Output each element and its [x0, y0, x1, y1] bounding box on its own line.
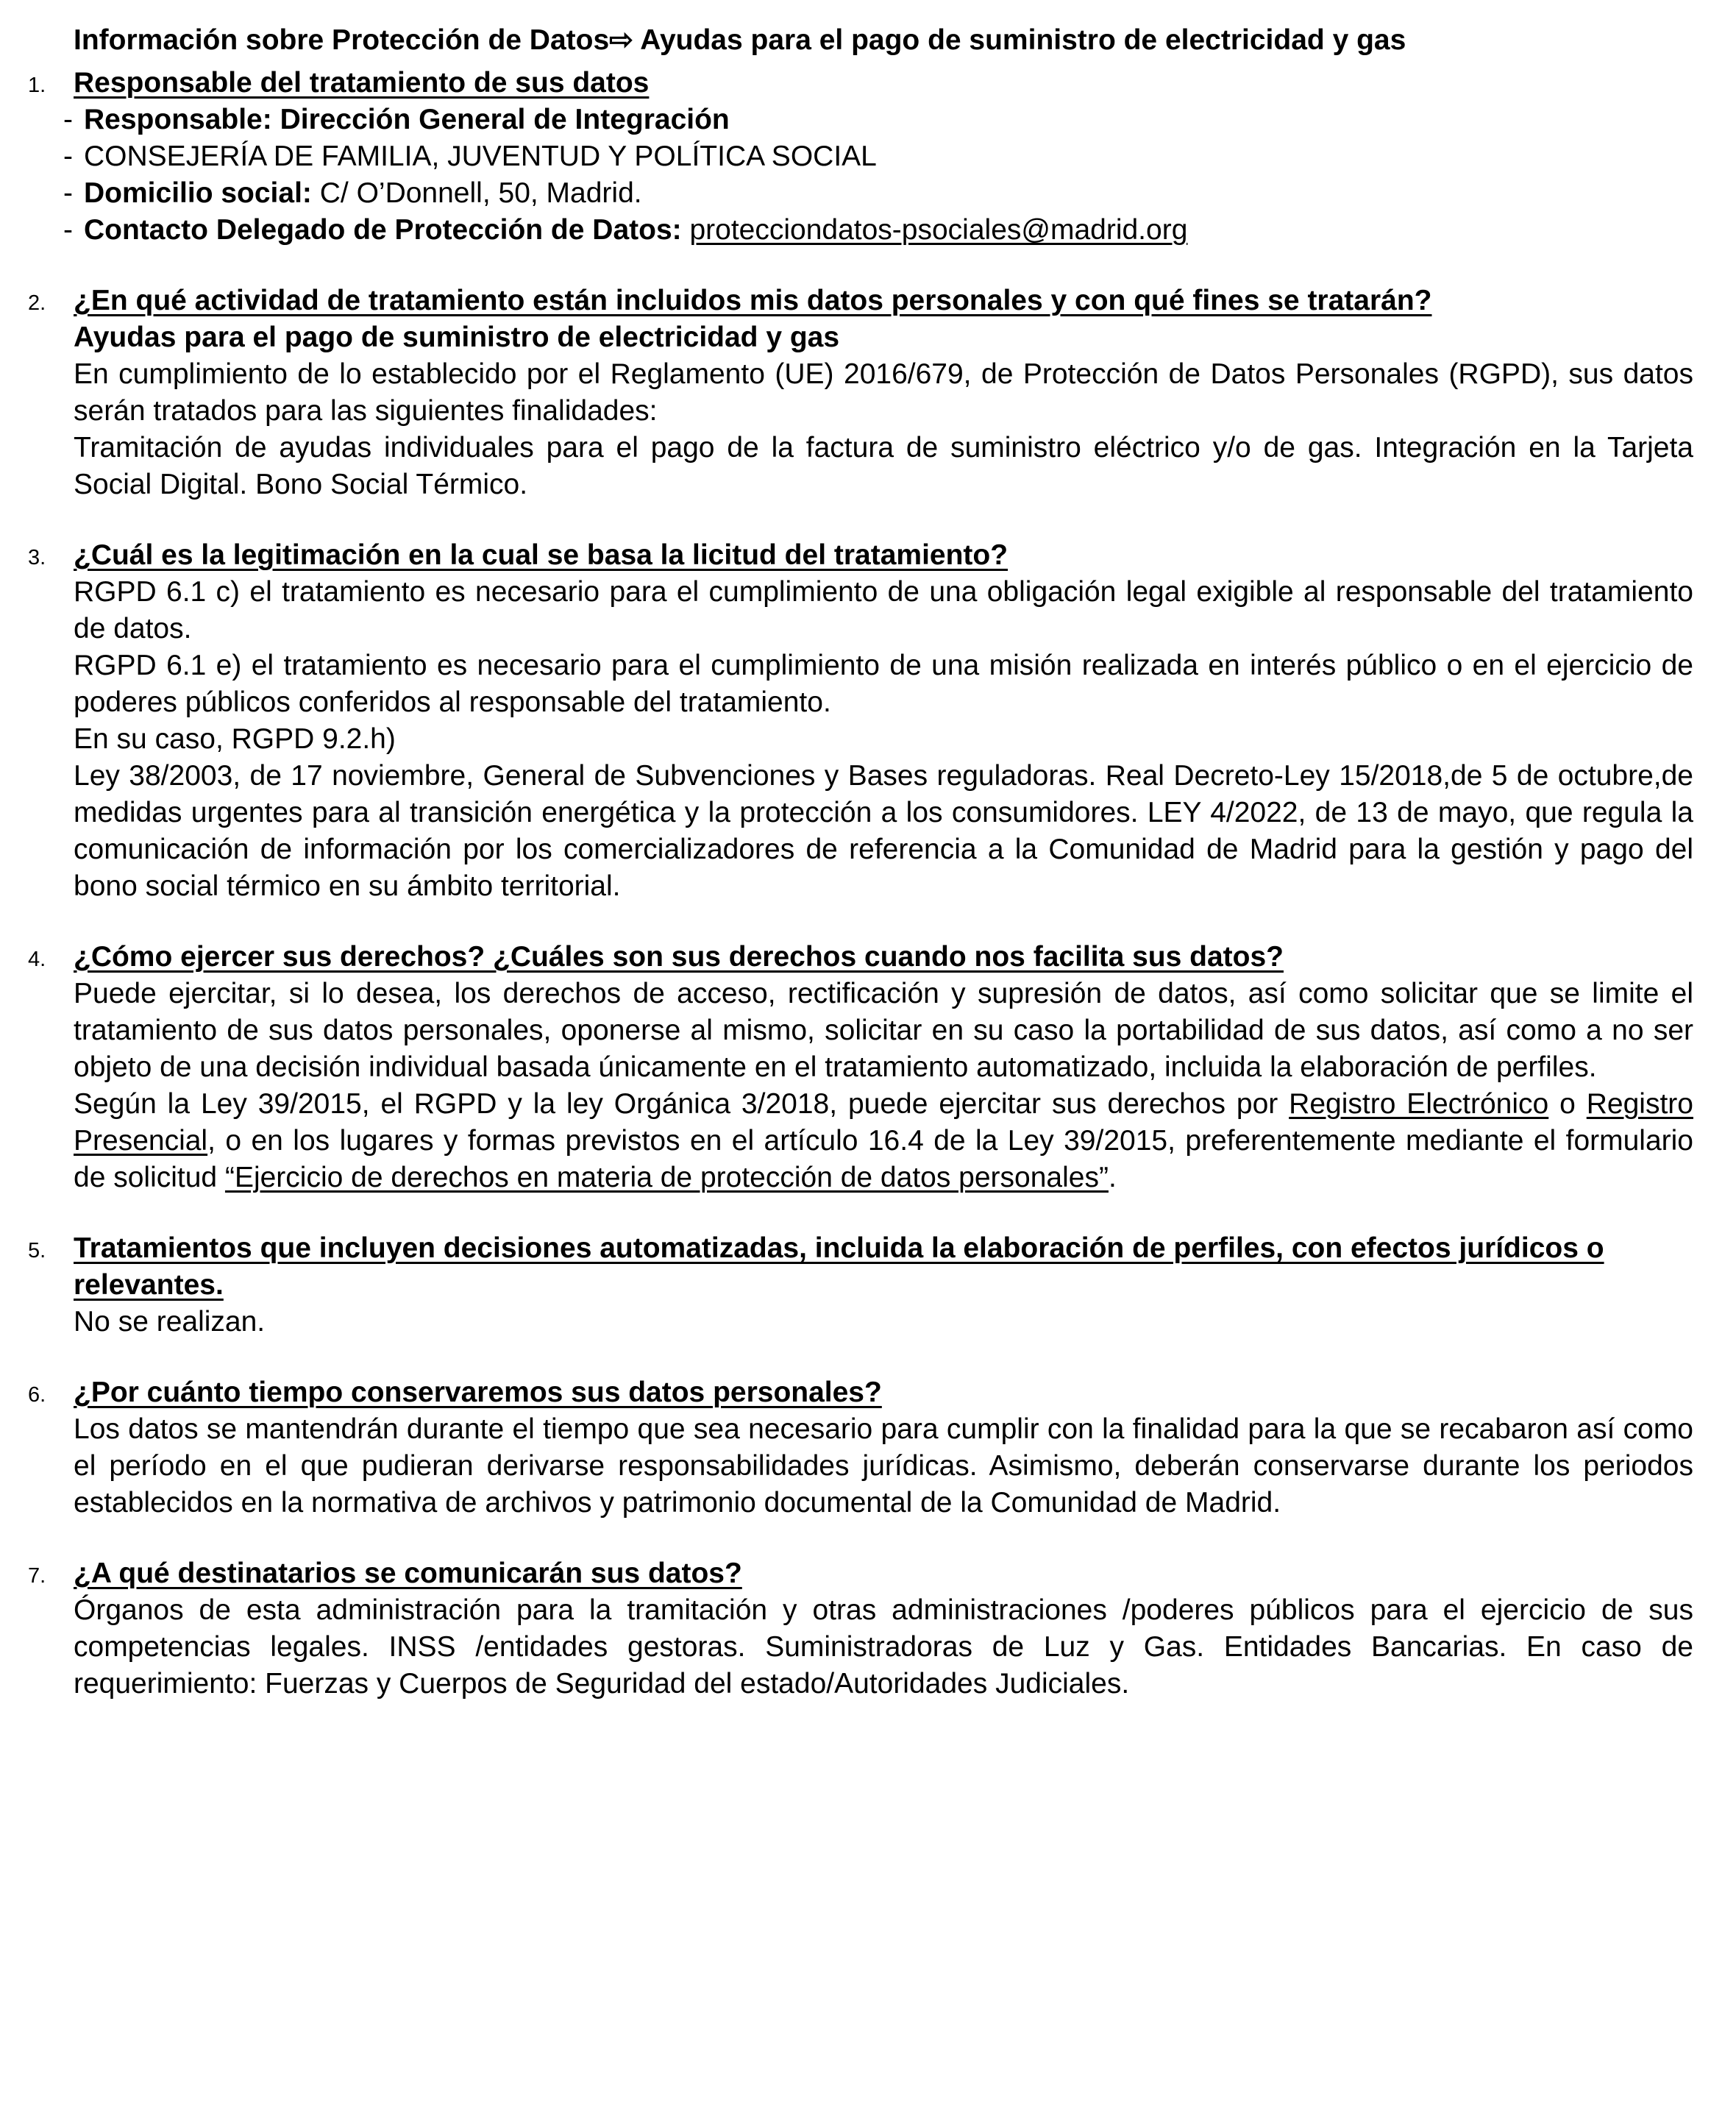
paragraph: En cumplimiento de lo establecido por el Reglamento (UE) 2016/679, de Protección de Datos Personales (RGPD), sus datos serán tratados para las siguientes finalidades: — [74, 358, 1693, 427]
section-responsable — [28, 65, 1693, 249]
paragraph: Órganos de esta administración para la tramitación y otras administraciones /poderes públicos para el ejercicio de sus competencias legales. INSS /entidades gestoras. Suministradoras de Luz y Gas. Entidades Bancarias. En caso de requerimiento: Fuerzas y Cuerpos de Seguridad del estado/Autoridades Judiciales. — [74, 1594, 1693, 1700]
section-number: 5. — [28, 1239, 46, 1263]
section-number: 6. — [28, 1383, 46, 1407]
dash-bullet: - — [63, 214, 73, 246]
paragraph: Ley 38/2003, de 17 noviembre, General de Subvenciones y Bases reguladoras. Real Decreto-Ley 15/2018,de 5 de octubre,de medidas urgentes para al transición energética y la protección a los consumidores. LEY 4/2022, de 13 de mayo, que regula la comunicación de información por los comercializadores de referencia a la Comunidad de Madrid para la gestión y pago del bono social térmico en su ámbito territorial. — [74, 760, 1693, 902]
paragraph-text: . — [1108, 1162, 1117, 1193]
dash-bullet: - — [63, 177, 73, 209]
dash-bullet: - — [63, 141, 73, 172]
title-text-2: Ayudas para el pago de suministro de electricidad y gas — [633, 24, 1406, 56]
section-heading: Responsable del tratamiento de sus datos — [74, 67, 650, 99]
section-legitimacion — [28, 537, 1693, 905]
section-conservacion-datos — [28, 1374, 1693, 1521]
section-ejercer-derechos — [28, 939, 1693, 1196]
paragraph: RGPD 6.1 c) el tratamiento es necesario para el cumplimiento de una obligación legal exigible al responsable del tratamiento de datos. — [74, 576, 1693, 644]
section-heading: ¿A qué destinatarios se comunicarán sus datos? — [74, 1558, 742, 1589]
section-content — [74, 939, 1693, 1196]
dash-bullet: - — [63, 104, 73, 135]
section-content — [74, 1230, 1693, 1340]
link-registro-electronico[interactable]: Registro Electrónico — [1289, 1088, 1549, 1120]
item-text — [84, 102, 1693, 138]
section-heading: Tratamientos que incluyen decisiones automatizadas, incluida la elaboración de perfiles, con efectos jurídicos o relevantes. — [74, 1232, 1604, 1301]
section-content — [74, 1555, 1693, 1702]
item-plain: C/ O’Donnell, 50, Madrid. — [311, 177, 642, 209]
section-heading: ¿En qué actividad de tratamiento están incluidos mis datos personales y con qué fines se tratarán? — [74, 285, 1432, 316]
item-bold: Responsable: Dirección General de Integración — [84, 104, 730, 135]
paragraph: No se realizan. — [74, 1306, 266, 1338]
item-plain: CONSEJERÍA DE FAMILIA, JUVENTUD Y POLÍTICA SOCIAL — [84, 141, 877, 172]
section-subheading: Ayudas para el pago de suministro de electricidad y gas — [74, 322, 840, 353]
section-heading: ¿Cómo ejercer sus derechos? ¿Cuáles son sus derechos cuando nos facilita sus datos? — [74, 941, 1284, 973]
section-number: 2. — [28, 291, 46, 315]
paragraph-text: Según la Ley 39/2015, el RGPD y la ley Orgánica 3/2018, puede ejercitar sus derechos por — [74, 1088, 1289, 1120]
list-item — [63, 138, 1693, 175]
title-text: Información sobre Protección de Datos — [74, 24, 610, 56]
document-title — [74, 22, 1693, 59]
section-number: 4. — [28, 948, 46, 971]
section-number: 1. — [28, 74, 46, 97]
paragraph-text: , o en los lugares y formas previstos en el artículo 16.4 de la Ley 39/2015, preferentemente mediante el formulario de solicitud — [74, 1125, 1693, 1193]
arrow-right-icon: ⇨ — [609, 24, 633, 56]
paragraph: Tramitación de ayudas individuales para el pago de la factura de suministro eléctrico y/o de gas. Integración en la Tarjeta Social Digital. Bono Social Térmico. — [74, 432, 1693, 500]
section-content — [74, 283, 1693, 503]
item-text — [84, 138, 1693, 175]
item-text — [84, 175, 1693, 212]
section-number: 7. — [28, 1564, 46, 1588]
link-registro-presencial[interactable]: Registro Presencial — [74, 1088, 1693, 1157]
email-link[interactable]: protecciondatos-psociales@madrid.org — [689, 214, 1188, 246]
section-content — [74, 537, 1693, 905]
list-item — [63, 212, 1693, 249]
link-ejercicio-derechos[interactable]: “Ejercicio de derechos en materia de protección de datos personales” — [224, 1162, 1109, 1193]
item-bold: Domicilio social: — [84, 177, 312, 209]
paragraph: En su caso, RGPD 9.2.h) — [74, 723, 396, 755]
section-destinatarios — [28, 1555, 1693, 1702]
section-content — [74, 1374, 1693, 1521]
paragraph: Puede ejercitar, si lo desea, los derechos de acceso, rectificación y supresión de datos, así como solicitar que se limite el tratamiento de sus datos personales, oponerse al mismo, solicitar en su caso la portabilidad de sus datos, así como a no ser objeto de una decisión individual basada únicamente en el tratamiento automatizado, incluida la elaboración de perfiles. — [74, 978, 1693, 1083]
paragraph: Los datos se mantendrán durante el tiempo que sea necesario para cumplir con la finalidad para la que se recabaron así como el período en el que pudieran derivarse responsabilidades jurídicas. Asimismo, deberán conservarse durante los periodos establecidos en la normativa de archivos y patrimonio documental de la Comunidad de Madrid. — [74, 1413, 1693, 1519]
list-item — [63, 175, 1693, 212]
section-number: 3. — [28, 546, 46, 569]
section-heading: ¿Por cuánto tiempo conservaremos sus datos personales? — [74, 1377, 882, 1408]
paragraph-with-links — [74, 1086, 1693, 1196]
section-heading: ¿Cuál es la legitimación en la cual se basa la licitud del tratamiento? — [74, 539, 1008, 571]
item-bold: Contacto Delegado de Protección de Datos: — [84, 214, 690, 246]
section-actividad-tratamiento — [28, 283, 1693, 503]
paragraph-text: o — [1548, 1088, 1587, 1120]
section-decisiones-automatizadas — [28, 1230, 1693, 1340]
list-item — [63, 102, 1693, 138]
section-content — [63, 65, 1693, 249]
paragraph: RGPD 6.1 e) el tratamiento es necesario para el cumplimiento de una misión realizada en interés público o en el ejercicio de poderes públicos conferidos al responsable del tratamiento. — [74, 650, 1693, 718]
item-text — [84, 212, 1693, 249]
